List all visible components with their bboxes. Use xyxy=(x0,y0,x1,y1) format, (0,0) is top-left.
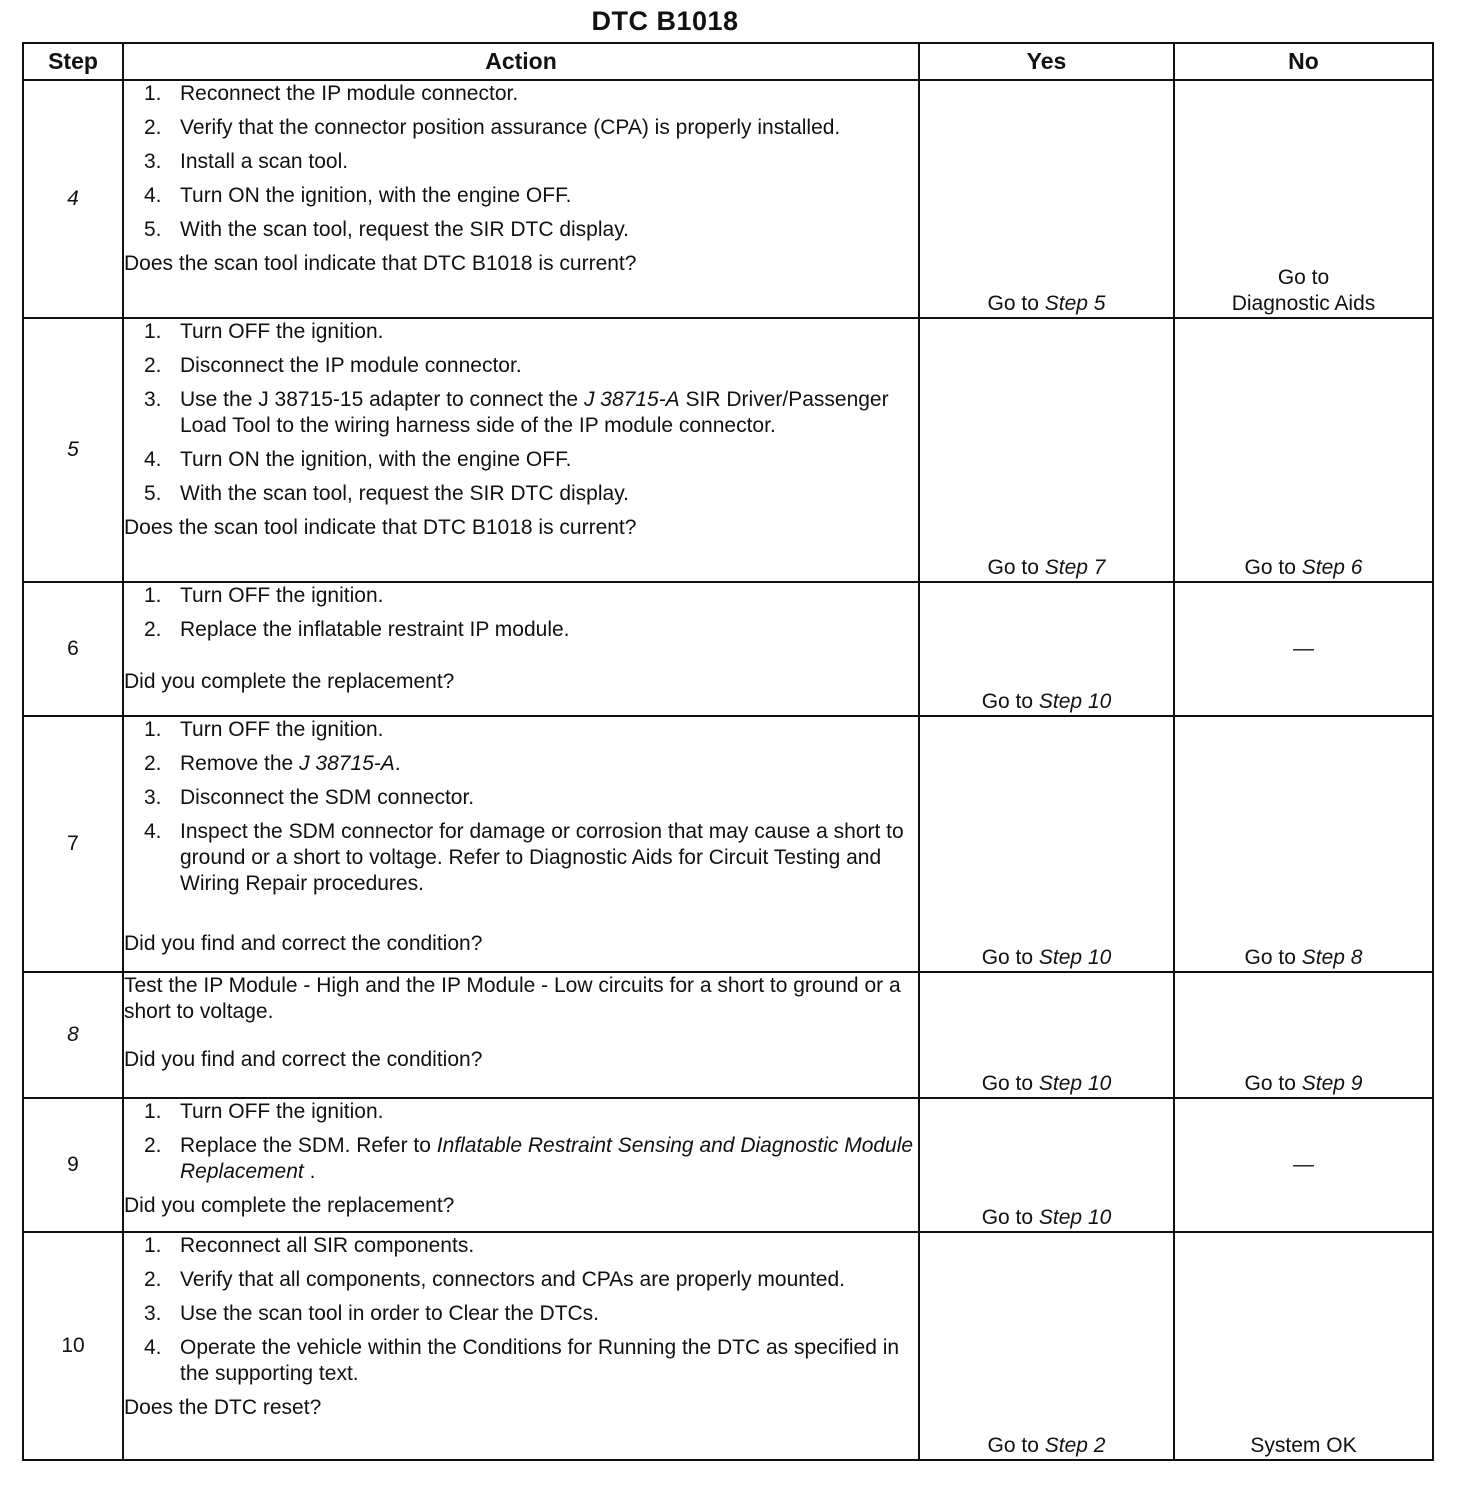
yes-cell: Go to Step 5 xyxy=(919,80,1174,318)
yes-cell: Go to Step 10 xyxy=(919,1098,1174,1232)
no-cell xyxy=(1174,1232,1433,1460)
list-item: 2. Remove the J 38715-A. xyxy=(144,752,401,775)
action-cell xyxy=(123,318,919,582)
question: Did you complete the replacement? xyxy=(124,670,455,693)
step-number: 7 xyxy=(23,716,123,972)
step-number: 10 xyxy=(23,1232,123,1460)
dash: — xyxy=(1293,637,1314,660)
list-item: 2. Verify that all components, connectors and CPAs are properly mounted. xyxy=(144,1268,845,1291)
list-item: 1. Turn OFF the ignition. xyxy=(144,584,384,607)
question: Does the DTC reset? xyxy=(124,1396,322,1419)
list-item: 4. Operate the vehicle within the Conditions for Running the DTC as specified in the supporting text. xyxy=(144,1336,900,1385)
step-link: Step 8 xyxy=(1301,946,1363,969)
step-number: 9 xyxy=(23,1098,123,1232)
list-item: 1. Turn OFF the ignition. xyxy=(144,320,384,343)
question: Did you find and correct the condition? xyxy=(124,1048,483,1071)
table-row xyxy=(23,972,1433,1098)
list-item: 2. Replace the SDM. Refer to Inflatable Restraint Sensing and Diagnostic Module Replacement . xyxy=(144,1134,914,1183)
step-number: 8 xyxy=(23,972,123,1098)
action-cell xyxy=(123,80,919,318)
question: Did you complete the replacement? xyxy=(124,1194,455,1217)
list-item: 4. Turn ON the ignition, with the engine OFF. xyxy=(144,448,572,471)
action-cell xyxy=(123,972,919,1098)
table-row xyxy=(23,1232,1433,1460)
question: Does the scan tool indicate that DTC B1018 is current? xyxy=(124,252,637,275)
dtc-table xyxy=(22,42,1434,1461)
list-item: 3. Disconnect the SDM connector. xyxy=(144,786,475,809)
header-step: Step xyxy=(23,43,123,80)
no-cell xyxy=(1174,582,1433,716)
dash: — xyxy=(1293,1153,1314,1176)
header-action: Action xyxy=(123,43,919,80)
yes-cell: Go to Step 2 xyxy=(919,1232,1174,1460)
list-item: 1. Turn OFF the ignition. xyxy=(144,1100,384,1123)
yes-cell: Go to Step 10 xyxy=(919,972,1174,1098)
header-no: No xyxy=(1174,43,1433,80)
no-cell: Go to Step 6 xyxy=(1174,318,1433,582)
list-item: 5. With the scan tool, request the SIR DTC display. xyxy=(144,482,629,505)
step-link: Step 10 xyxy=(1038,1206,1112,1229)
step-link: Step 10 xyxy=(1038,690,1112,713)
table-row xyxy=(23,80,1433,318)
no-cell: Go to Step 8 xyxy=(1174,716,1433,972)
system-ok: System OK xyxy=(1250,1434,1357,1457)
step-link: Step 9 xyxy=(1301,1072,1363,1095)
table-row xyxy=(23,582,1433,716)
list-item: 3. Use the J 38715-15 adapter to connect the J 38715-A SIR Driver/Passenger Load Tool to the wiring harness side of the IP module connector. xyxy=(144,388,889,437)
yes-cell: Go to Step 10 xyxy=(919,582,1174,716)
yes-cell: Go to Step 10 xyxy=(919,716,1174,972)
no-cell: Go to Step 9 xyxy=(1174,972,1433,1098)
step-number: 4 xyxy=(23,80,123,318)
list-item: 1. Reconnect all SIR components. xyxy=(144,1234,475,1257)
step-link: Step 6 xyxy=(1301,556,1363,579)
list-item: 3. Install a scan tool. xyxy=(144,150,349,173)
list-item: 1. Turn OFF the ignition. xyxy=(144,718,384,741)
no-cell: Go to Diagnostic Aids xyxy=(1174,80,1433,318)
step-link: Step 5 xyxy=(1044,292,1106,315)
header-yes: Yes xyxy=(919,43,1174,80)
list-item: 4. Turn ON the ignition, with the engine OFF. xyxy=(144,184,572,207)
step-link: Step 10 xyxy=(1038,1072,1112,1095)
list-item: 2. Verify that the connector position assurance (CPA) is properly installed. xyxy=(144,116,841,139)
question: Does the scan tool indicate that DTC B1018 is current? xyxy=(124,516,637,539)
list-item: 4. Inspect the SDM connector for damage or corrosion that may cause a short to ground or a short to voltage. Refer to Diagnostic Aids for Circuit Testing and Wiring Repair procedures. xyxy=(144,820,904,895)
list-item: 2. Disconnect the IP module connector. xyxy=(144,354,522,377)
table-row xyxy=(23,318,1433,582)
no-cell xyxy=(1174,1098,1433,1232)
question: Did you find and correct the condition? xyxy=(124,932,483,955)
yes-cell: Go to Step 7 xyxy=(919,318,1174,582)
page-title: DTC B1018 xyxy=(591,6,739,36)
action-cell xyxy=(123,716,919,972)
action-cell xyxy=(123,582,919,716)
list-item: 1. Reconnect the IP module connector. xyxy=(144,82,519,105)
list-item: 5. With the scan tool, request the SIR DTC display. xyxy=(144,218,629,241)
action-text: Test the IP Module - High and the IP Module - Low circuits for a short to ground or a short to voltage. xyxy=(124,974,901,1023)
step-link: Step 2 xyxy=(1044,1434,1106,1457)
step-link: Step 10 xyxy=(1038,946,1112,969)
step-number: 5 xyxy=(23,318,123,582)
table-row xyxy=(23,1098,1433,1232)
action-cell xyxy=(123,1232,919,1460)
step-link: Step 7 xyxy=(1044,556,1106,579)
header-row xyxy=(23,43,1433,80)
list-item: 2. Replace the inflatable restraint IP module. xyxy=(144,618,570,641)
step-number: 6 xyxy=(23,582,123,716)
action-cell xyxy=(123,1098,919,1232)
table-row xyxy=(23,716,1433,972)
list-item: 3. Use the scan tool in order to Clear the DTCs. xyxy=(144,1302,600,1325)
